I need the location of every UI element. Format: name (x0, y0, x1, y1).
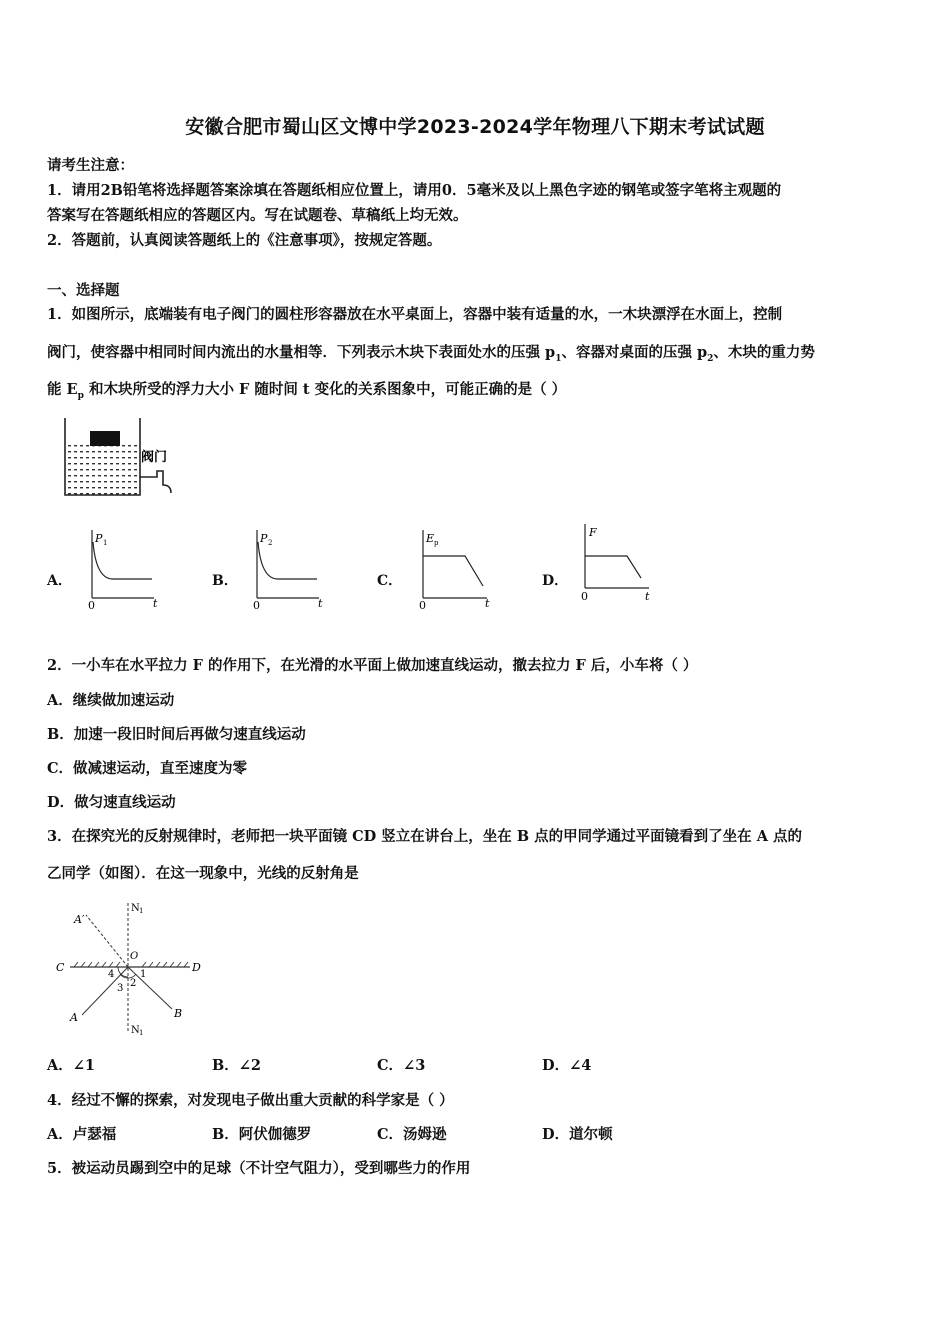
q1-text: 、容器对桌面的压强 p (561, 344, 708, 361)
graph-line (585, 556, 641, 578)
graph-line (423, 556, 483, 586)
axis-label: F (589, 526, 597, 539)
label-n1-bottom: N (131, 1025, 140, 1036)
section-heading: 一、选择题 (47, 282, 120, 299)
q1-container-figure (55, 413, 185, 503)
q1-text: 能 E (47, 381, 78, 398)
q4-option-c: C．汤姆逊 (377, 1126, 447, 1143)
t-label: t (485, 597, 490, 610)
virtual-ray (86, 915, 128, 967)
q3-option-a: A．∠1 (47, 1057, 95, 1074)
q2-option-a: A．继续做加速运动 (47, 692, 175, 709)
q1-graph-d (575, 520, 657, 606)
q3-reflection-figure (50, 895, 210, 1040)
notice-line-2: 答案写在答题纸相应的答题区内。写在试题卷、草稿纸上均无效。 (47, 207, 468, 224)
q1-line-1: 1．如图所示，底端装有电子阀门的圆柱形容器放在水平桌面上，容器中装有适量的水，一木块漂浮在水面上，控制 (47, 306, 783, 323)
origin-label: 0 (253, 599, 260, 612)
q1-line-2 (47, 341, 815, 364)
valve-pipe (140, 471, 171, 493)
label-o: O (130, 951, 139, 962)
q1-sub: 1 (555, 353, 562, 364)
q4-stem: 4．经过不懈的探索，对发现电子做出重大贡献的科学家是（ ） (47, 1092, 454, 1109)
q2-option-b: B．加速一段旧时间后再做匀速直线运动 (47, 726, 306, 743)
axis-sub: 1 (103, 539, 108, 547)
q1-option-c: C． (377, 573, 403, 589)
curve (258, 542, 317, 579)
axis-sub: p (434, 539, 439, 547)
q1-text: 、木块的重力势 (713, 344, 815, 361)
angle-1: 1 (140, 969, 147, 980)
q4-option-d: D．道尔顿 (542, 1126, 613, 1143)
label-b: B (174, 1007, 183, 1020)
label-c: C (56, 961, 65, 974)
t-label: t (645, 590, 650, 603)
q1-graph-b (247, 526, 327, 612)
label-d: D (192, 961, 201, 974)
q1-sub: 2 (707, 353, 714, 364)
q1-graph-c (413, 526, 495, 612)
label-a-prime: A′ (74, 913, 85, 926)
notice-heading: 请考生注意： (47, 157, 134, 174)
q4-option-b: B．阿伏伽德罗 (212, 1126, 312, 1143)
label-a: A (70, 1011, 78, 1024)
q3-line-1: 3．在探究光的反射规律时，老师把一块平面镜 CD 竖立在讲台上，坐在 B 点的甲同学通过平面镜看到了坐在 A 点的 (47, 828, 802, 845)
page-title: 安徽合肥市蜀山区文博中学2023-2024学年物理八下期末考试试题 (185, 116, 765, 138)
water (66, 441, 139, 495)
q3-option-d: D．∠4 (542, 1057, 592, 1074)
q1-text: 阀门，使容器中相同时间内流出的水量相等．下列表示木块下表面处水的压强 p (47, 344, 556, 361)
origin-label: 0 (581, 590, 588, 603)
q3-option-b: B．∠2 (212, 1057, 261, 1074)
q1-option-a: A． (47, 573, 72, 589)
q3-line-2: 乙同学（如图）．在这一现象中，光线的反射角是 (47, 865, 359, 882)
t-label: t (153, 597, 158, 610)
q1-line-3 (47, 378, 566, 401)
origin-label: 0 (419, 599, 426, 612)
q2-stem: 2．一小车在水平拉力 F 的作用下，在光滑的水平面上做加速直线运动，撤去拉力 F 后，小车将（ ） (47, 657, 698, 674)
angle-4: 4 (108, 969, 115, 980)
angle-2: 2 (130, 978, 137, 989)
axis-label: P (260, 532, 268, 545)
axis-label: P (95, 532, 103, 545)
q3-option-c: C．∠3 (377, 1057, 426, 1074)
q1-text: 和木块所受的浮力大小 F 随时间 t 变化的关系图象中，可能正确的是（ ） (83, 381, 567, 398)
axis-sub: 2 (268, 539, 273, 547)
t-label: t (318, 597, 323, 610)
wood-block (90, 431, 120, 446)
axis-label: E (426, 532, 435, 545)
origin-label: 0 (88, 599, 95, 612)
label-n1-bottom-sub: 1 (139, 1029, 144, 1037)
label-n1-top: N (131, 903, 140, 914)
q1-graph-a (82, 526, 162, 612)
mirror-hatch (74, 962, 188, 967)
q5-stem: 5．被运动员踢到空中的足球（不计空气阻力），受到哪些力的作用 (47, 1160, 471, 1177)
angle-3: 3 (117, 983, 124, 994)
q4-option-a: A．卢瑟福 (47, 1126, 117, 1143)
q2-option-d: D．做匀速直线运动 (47, 794, 176, 811)
q1-option-b: B． (212, 573, 238, 589)
curve (93, 542, 152, 579)
valve-label: 阀门 (141, 450, 168, 465)
label-n1-top-sub: 1 (139, 907, 144, 915)
q2-option-c: C．做减速运动，直至速度为零 (47, 760, 248, 777)
notice-line-1: 1．请用2B铅笔将选择题答案涂填在答题纸相应位置上，请用0．5毫米及以上黑色字迹的钢笔或签字笔将主观题的 (47, 182, 782, 199)
q1-option-d: D． (542, 573, 569, 589)
notice-line-3: 2．答题前，认真阅读答题纸上的《注意事项》，按规定答题。 (47, 232, 442, 249)
q1-sub: p (77, 390, 84, 401)
